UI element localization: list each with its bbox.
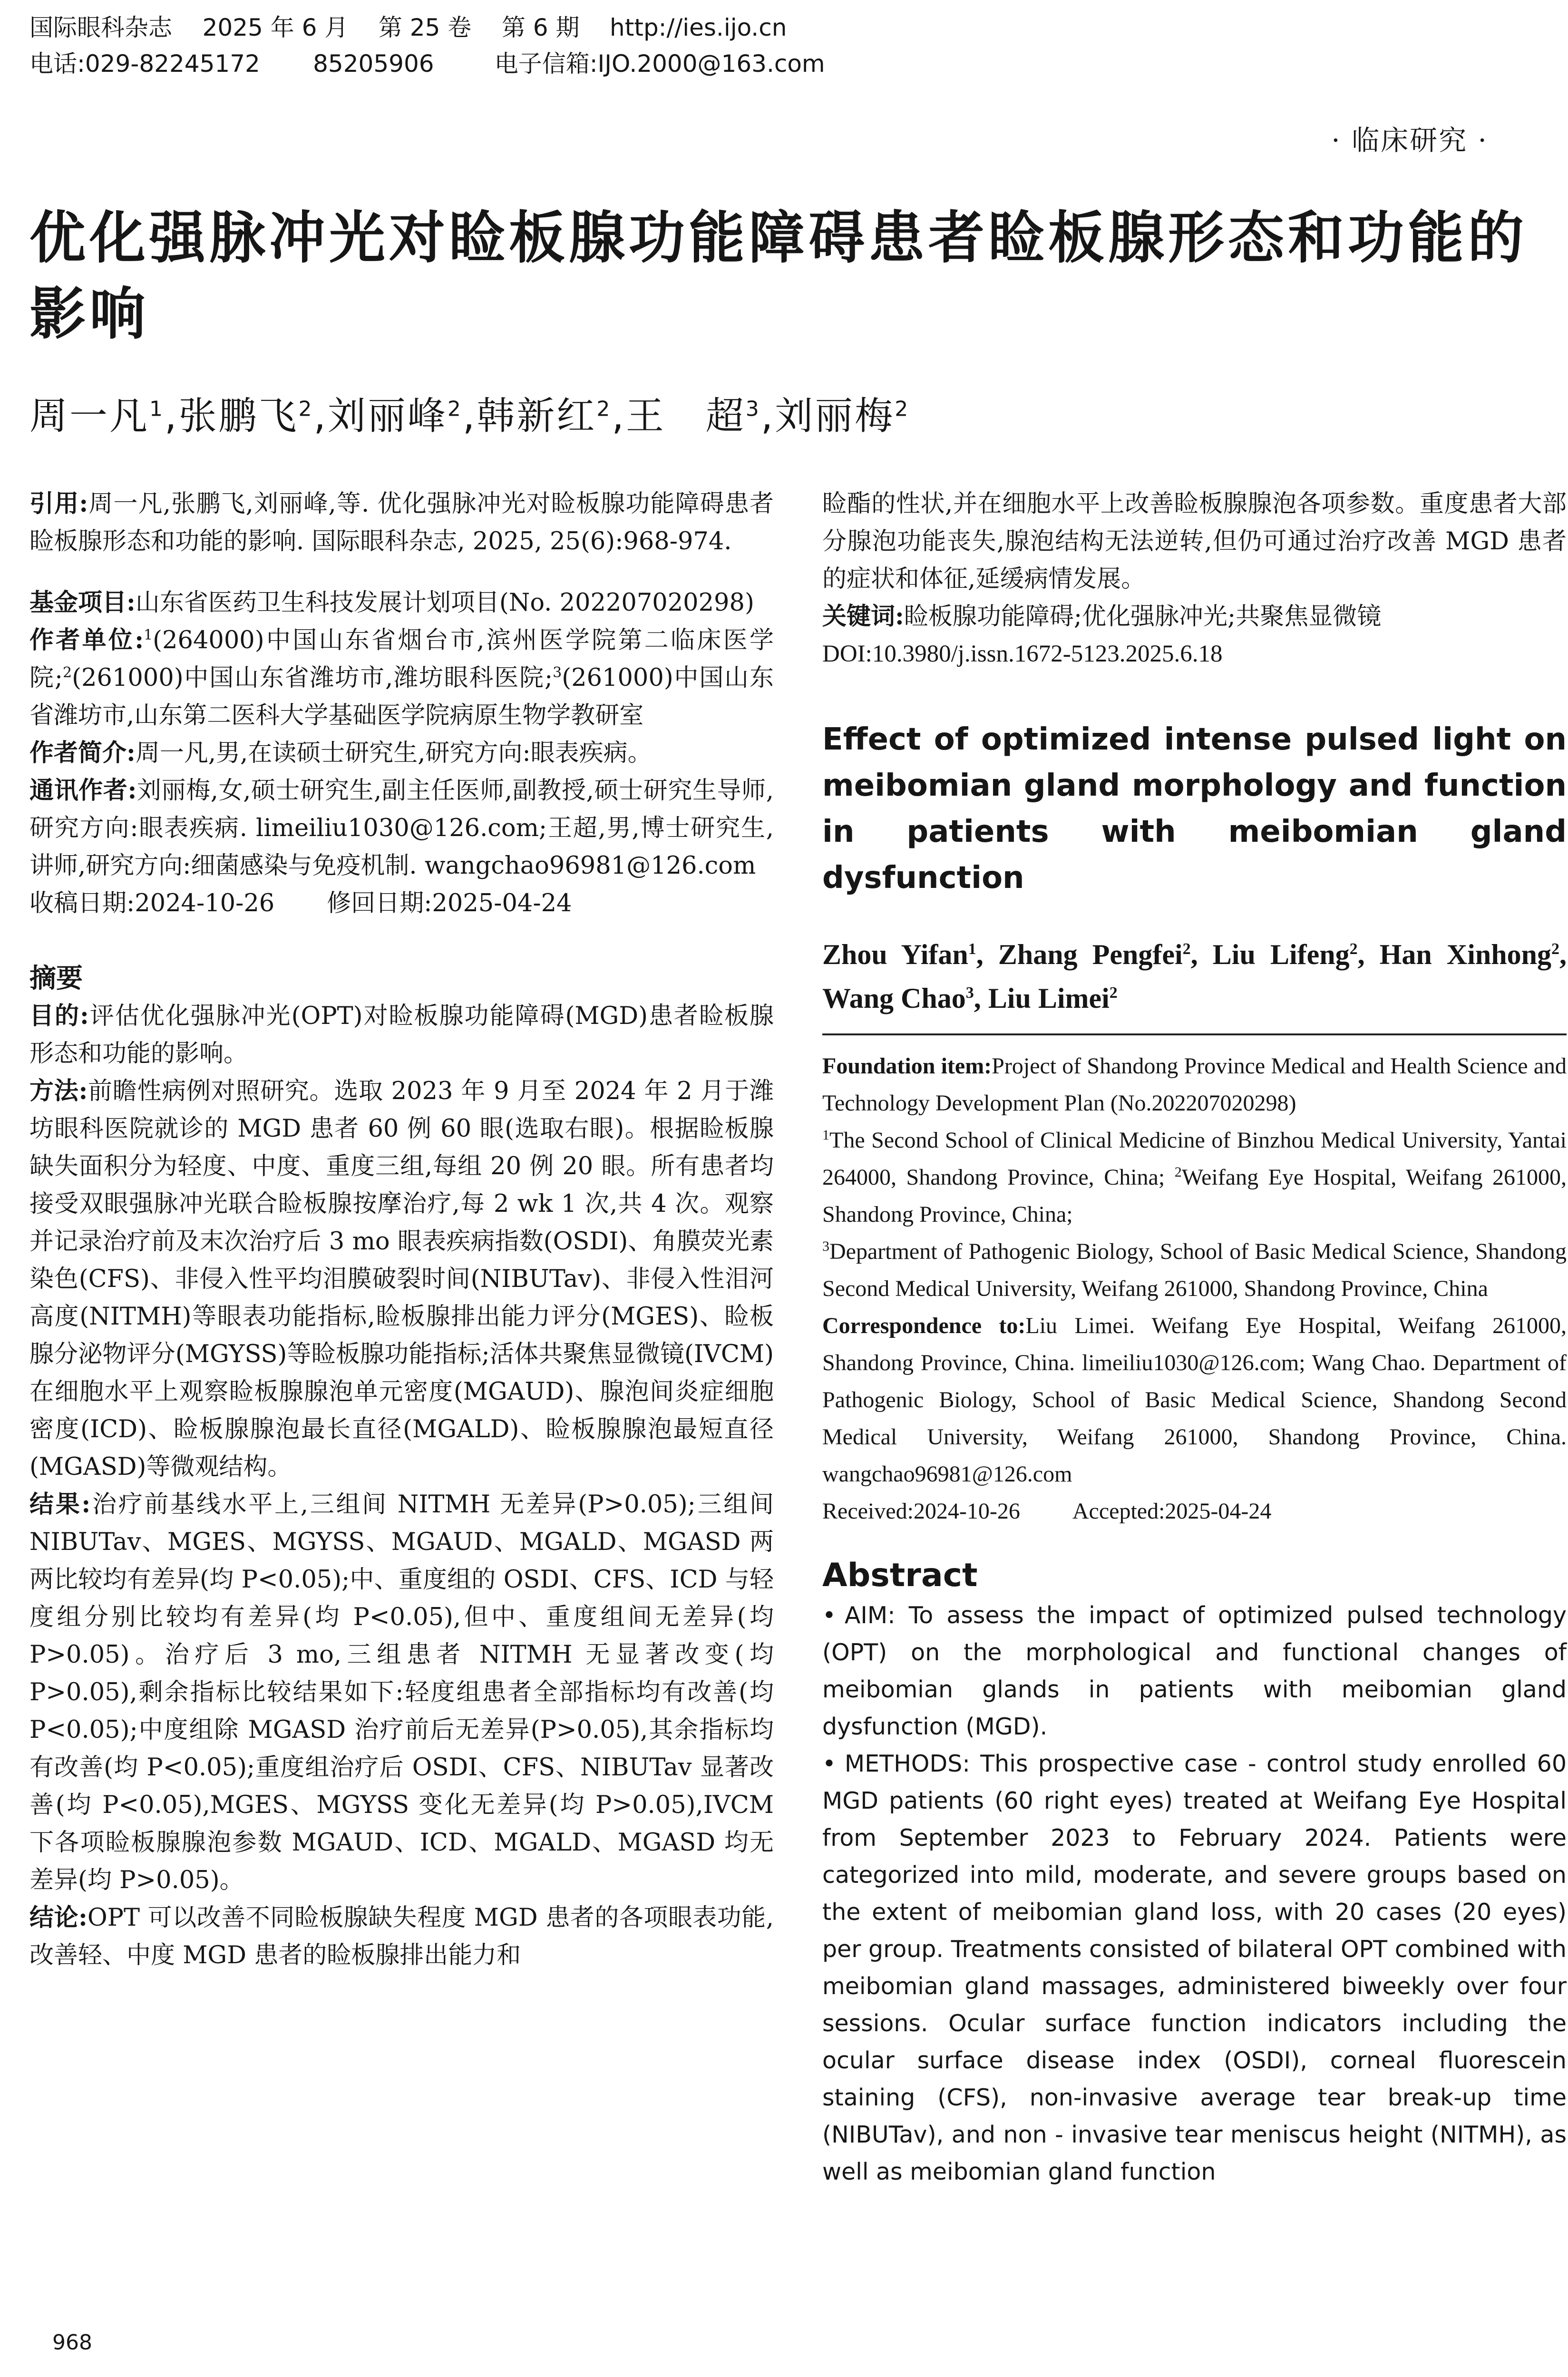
received-label: 收稿日期: [29,889,135,917]
conclusion-label: 结论: [29,1903,88,1932]
abstract-aim-cn [29,997,774,1072]
affil-text: (261000)中国山东省潍坊市,潍坊眼科医院; [72,664,553,692]
received-date: 2024-10-26 [135,889,275,917]
section-tag: · 临床研究 · [1331,124,1488,156]
author-affil-sup: 3 [745,397,761,421]
author-list-en: Zhou Yifan$^1$, Zhang Pengfei$^2$, Liu Lifeng$^2$, Han Xinhong$^2$, Wang Chao$^3$, Liu Limei$^2$ [822,939,1567,1014]
aim-label: 目的: [29,1002,89,1030]
divider-rule [822,1033,1567,1035]
doi: DOI:10.3980/j.issn.1672-5123.2025.6.18 [822,641,1223,667]
affil-sup: 1 [144,627,153,643]
author-name: 韩新红 [477,394,597,438]
abstract-results-cn [29,1486,774,1899]
affil-text: The Second School of Clinical Medicine of Binzhou Medical University, Yantai 264000, Shandong Province, China; [822,1128,1567,1190]
aim-text: 评估优化强脉冲光(OPT)对睑板腺功能障碍(MGD)患者睑板腺形态和功能的影响。 [29,1002,774,1068]
methods-label: 方法: [29,1077,88,1105]
abstract-conclusion-cn-cont: 睑酯的性状,并在细胞水平上改善睑板腺腺泡各项参数。重度患者大部分腺泡功能丧失,腺泡结构无法逆转,但仍可通过治疗改善 MGD 患者的症状和体征,延缓病情发展。 [822,490,1567,593]
methods-text: 前瞻性病例对照研究。选取 2023 年 9 月至 2024 年 2 月于潍坊眼科医院就诊的 MGD 患者 60 例 60 眼(选取右眼)。根据睑板腺缺失面积分为轻度、中度、重度三组,每组 20 例 20 眼。所有患者均接受双眼强脉冲光联合睑板腺按摩治疗,每 2 wk 1 次,共 4 次。观察并记录治疗前及末次治疗后 3 mo 眼表疾病指数(OSDI)、角膜荧光素染色(CFS)、非侵入性平均泪膜破裂时间(NIBUTav)、非侵入性泪河高度(NITMH)等眼表功能指标,睑板腺排出能力评分(MGES)、睑板腺分泌物评分(MGYSS)等睑板腺功能指标;活体共聚焦显微镜(IVCM)在细胞水平上观察睑板腺腺泡单元密度(MGAUD)、腺泡间炎症细胞密度(ICD)、睑板腺腺泡最长直径(MGALD)、睑板腺腺泡最短直径(MGASD)等微观结构。 [29,1077,774,1481]
author-name: Liu Lifeng [1212,939,1350,970]
correspondence-text: Liu Limei. Weifang Eye Hospital, Weifang 261000, Shandong Province, China. limeiliu1030@126.com; Wang Chao. Department of Pathogenic Biology, School of Basic Medical Science, Shandong Second Medical University, Weifang 261000, Shandong Province, China. wangchao96981@126.com [822,1313,1567,1487]
abstract-methods-cn [29,1072,774,1486]
aim-text-en: AIM: To assess the impact of optimized pulsed technology (OPT) on the morphological and functional changes of meibomian glands in patients with meibomian gland dysfunction (MGD). [822,1602,1567,1740]
author-affil-sup: 2 [596,397,612,421]
author-name: 周一凡 [29,394,149,438]
keywords-cn [822,598,1567,635]
author-affil-sup: 2 [1551,940,1559,958]
bullet-icon: • [822,1602,836,1629]
left-column [29,485,774,1974]
citation-label: 引用: [29,489,88,518]
author-bio [29,734,774,772]
affiliations-en [822,1122,1567,1307]
corresponding-author [29,772,774,885]
correspondence-en [822,1307,1567,1493]
author-affil-sup: 2 [298,397,314,421]
right-column [822,485,1567,2191]
bio-text: 周一凡,男,在读硕士研究生,研究方向:眼表疾病。 [135,739,652,767]
affil-text: Department of Pathogenic Biology, School of Basic Medical Science, Shandong Second Medical University, Weifang 261000, Shandong Province, China [822,1239,1567,1301]
correspondence-label: Correspondence to: [822,1313,1026,1338]
fund-text: 山东省医药卫生科技发展计划项目(No. 202207020298) [135,589,754,617]
author-affil-sup: 3 [965,984,974,1002]
affil-sup: 2 [63,664,72,681]
affil-text: (261000)中国山东省潍坊市,山东第二医科大学基础医学院病原生物学教研室 [29,664,774,730]
author-affil-sup: 2 [1182,940,1191,958]
affil-text: Weifang Eye Hospital, Weifang 261000, Shandong Province, China; [822,1165,1567,1227]
author-name: Wang Chao [822,983,966,1014]
affil-sup: 2 [1174,1164,1182,1180]
author-affil-sup: 2 [1109,984,1118,1002]
author-name: 张鹏飞 [178,394,299,438]
affil-sup: 3 [822,1238,829,1254]
received-date-en: Received:2024-10-26 [822,1499,1020,1524]
author-affil-sup: 2 [895,397,910,421]
affil-sup: 1 [822,1127,829,1143]
page-number: 968 [52,2330,92,2355]
corr-label: 通讯作者: [29,776,137,805]
foundation-text: Project of Shandong Province Medical and Health Science and Technology Development Plan (No.202207020298) [822,1053,1567,1116]
author-name: 刘丽峰 [327,394,448,438]
article-title-en: Effect of optimized intense pulsed light on meibomian gland morphology and function in patients with meibomian gland dysfunction [822,722,1567,896]
accepted-date-en: Accepted:2025-04-24 [1072,1499,1272,1524]
bio-label: 作者简介: [29,739,136,767]
affil-text: (264000)中国山东省烟台市,滨州医学院第二临床医学院; [29,626,774,692]
author-name: Zhang Pengfei [998,939,1183,970]
abstract-methods-en [822,1745,1567,2191]
fund-label: 基金项目: [29,588,136,617]
author-name: Liu Limei [988,983,1110,1014]
affil-label: 作者单位: [29,626,144,654]
citation [29,485,774,560]
abstract-conclusion-cn [29,1899,774,1974]
dates-en [822,1493,1567,1530]
author-name: Zhou Yifan [822,939,968,970]
author-affil-sup: 2 [447,397,463,421]
abstract-heading-cn: 摘要 [29,963,83,994]
affiliations [29,622,774,734]
author-affil-sup: 1 [968,940,976,958]
affil-sup: 3 [553,664,562,681]
keywords-label: 关键词: [822,602,904,631]
journal-header-line2: 电话:029-82245172 85205906 电子信箱:IJO.2000@163.com [29,50,825,78]
methods-text-en: METHODS: This prospective case - control study enrolled 60 MGD patients (60 right eyes) treated at Weifang Eye Hospital from September 2023 to February 2024. Patients were categorized into mild, moderate, and severe groups based on the extent of meibomian gland loss, with 20 cases (20 eyes) per group. Treatments consisted of bilateral OPT combined with meibomian gland massages, administered biweekly over four sessions. Ocular surface function indicators including the ocular surface disease index (OSDI), corneal fluorescein staining (CFS), non-invasive average tear break-up time (NIBUTav), and non - invasive tear meniscus height (NITMH), as well as meibomian gland function [822,1750,1567,2185]
bullet-icon: • [822,1750,836,1777]
corr-text: 刘丽梅,女,硕士研究生,副主任医师,副教授,硕士研究生导师,研究方向:眼表疾病. limeiliu1030@126.com;王超,男,博士研究生,讲师,研究方向:细菌感染与免疫机制. wangchao96981@126.com [29,777,774,880]
article-title-cn: 优化强脉冲光对睑板腺功能障碍患者睑板腺形态和功能的影响 [29,205,1528,347]
author-affil-sup: 1 [149,397,165,421]
results-text: 治疗前基线水平上,三组间 NITMH 无差异(P>0.05);三组间 NIBUTav、MGES、MGYSS、MGAUD、MGALD、MGASD 两两比较均有差异(均 P<0.05);中、重度组的 OSDI、CFS、ICD 与轻度组分别比较均有差异(均 P<0.05),但中、重度组间无差异(均 P>0.05)。治疗后 3 mo,三组患者 NITMH 无显著改变(均 P>0.05),剩余指标比较结果如下:轻度组患者全部指标均有改善(均 P<0.05);中度组除 MGASD 治疗前后无差异(P>0.05),其余指标均有改善(均 P<0.05);重度组治疗后 OSDI、CFS、NIBUTav 显著改善(均 P<0.05),MGES、MGYSS 变化无差异(均 P>0.05),IVCM 下各项睑板腺腺泡参数 MGAUD、ICD、MGALD、MGASD 均无差异(均 P>0.05)。 [29,1490,774,1894]
author-name: 刘丽梅 [775,394,895,438]
journal-header-line1: 国际眼科杂志 2025 年 6 月 第 25 卷 第 6 期 http://ies.ijo.cn [29,14,787,41]
author-affil-sup: 2 [1349,940,1358,958]
keywords-text: 睑板腺功能障碍;优化强脉冲光;共聚焦显微镜 [904,603,1382,631]
revised-label: 修回日期: [327,889,432,917]
foundation-item-en [822,1048,1567,1122]
author-name: 王 超 [625,394,746,438]
results-label: 结果: [29,1490,91,1519]
author-list-cn: 周一凡$^1$,张鹏飞$^2$,刘丽峰$^2$,韩新红$^2$,王 超$^3$,刘丽梅$^2$ [29,394,910,438]
revised-date: 2025-04-24 [432,889,572,917]
fund-item [29,584,774,622]
conclusion-text: OPT 可以改善不同睑板腺缺失程度 MGD 患者的各项眼表功能,改善轻、中度 MGD 患者的睑板腺排出能力和 [29,1904,774,1969]
foundation-label: Foundation item: [822,1053,992,1079]
abstract-heading-en: Abstract [822,1557,978,1594]
author-name: Han Xinhong [1379,939,1551,970]
citation-text: 周一凡,张鹏飞,刘丽峰,等. 优化强脉冲光对睑板腺功能障碍患者睑板腺形态和功能的影响. 国际眼科杂志, 2025, 25(6):968-974. [29,490,774,555]
abstract-aim-en [822,1597,1567,1745]
dates [29,885,774,922]
